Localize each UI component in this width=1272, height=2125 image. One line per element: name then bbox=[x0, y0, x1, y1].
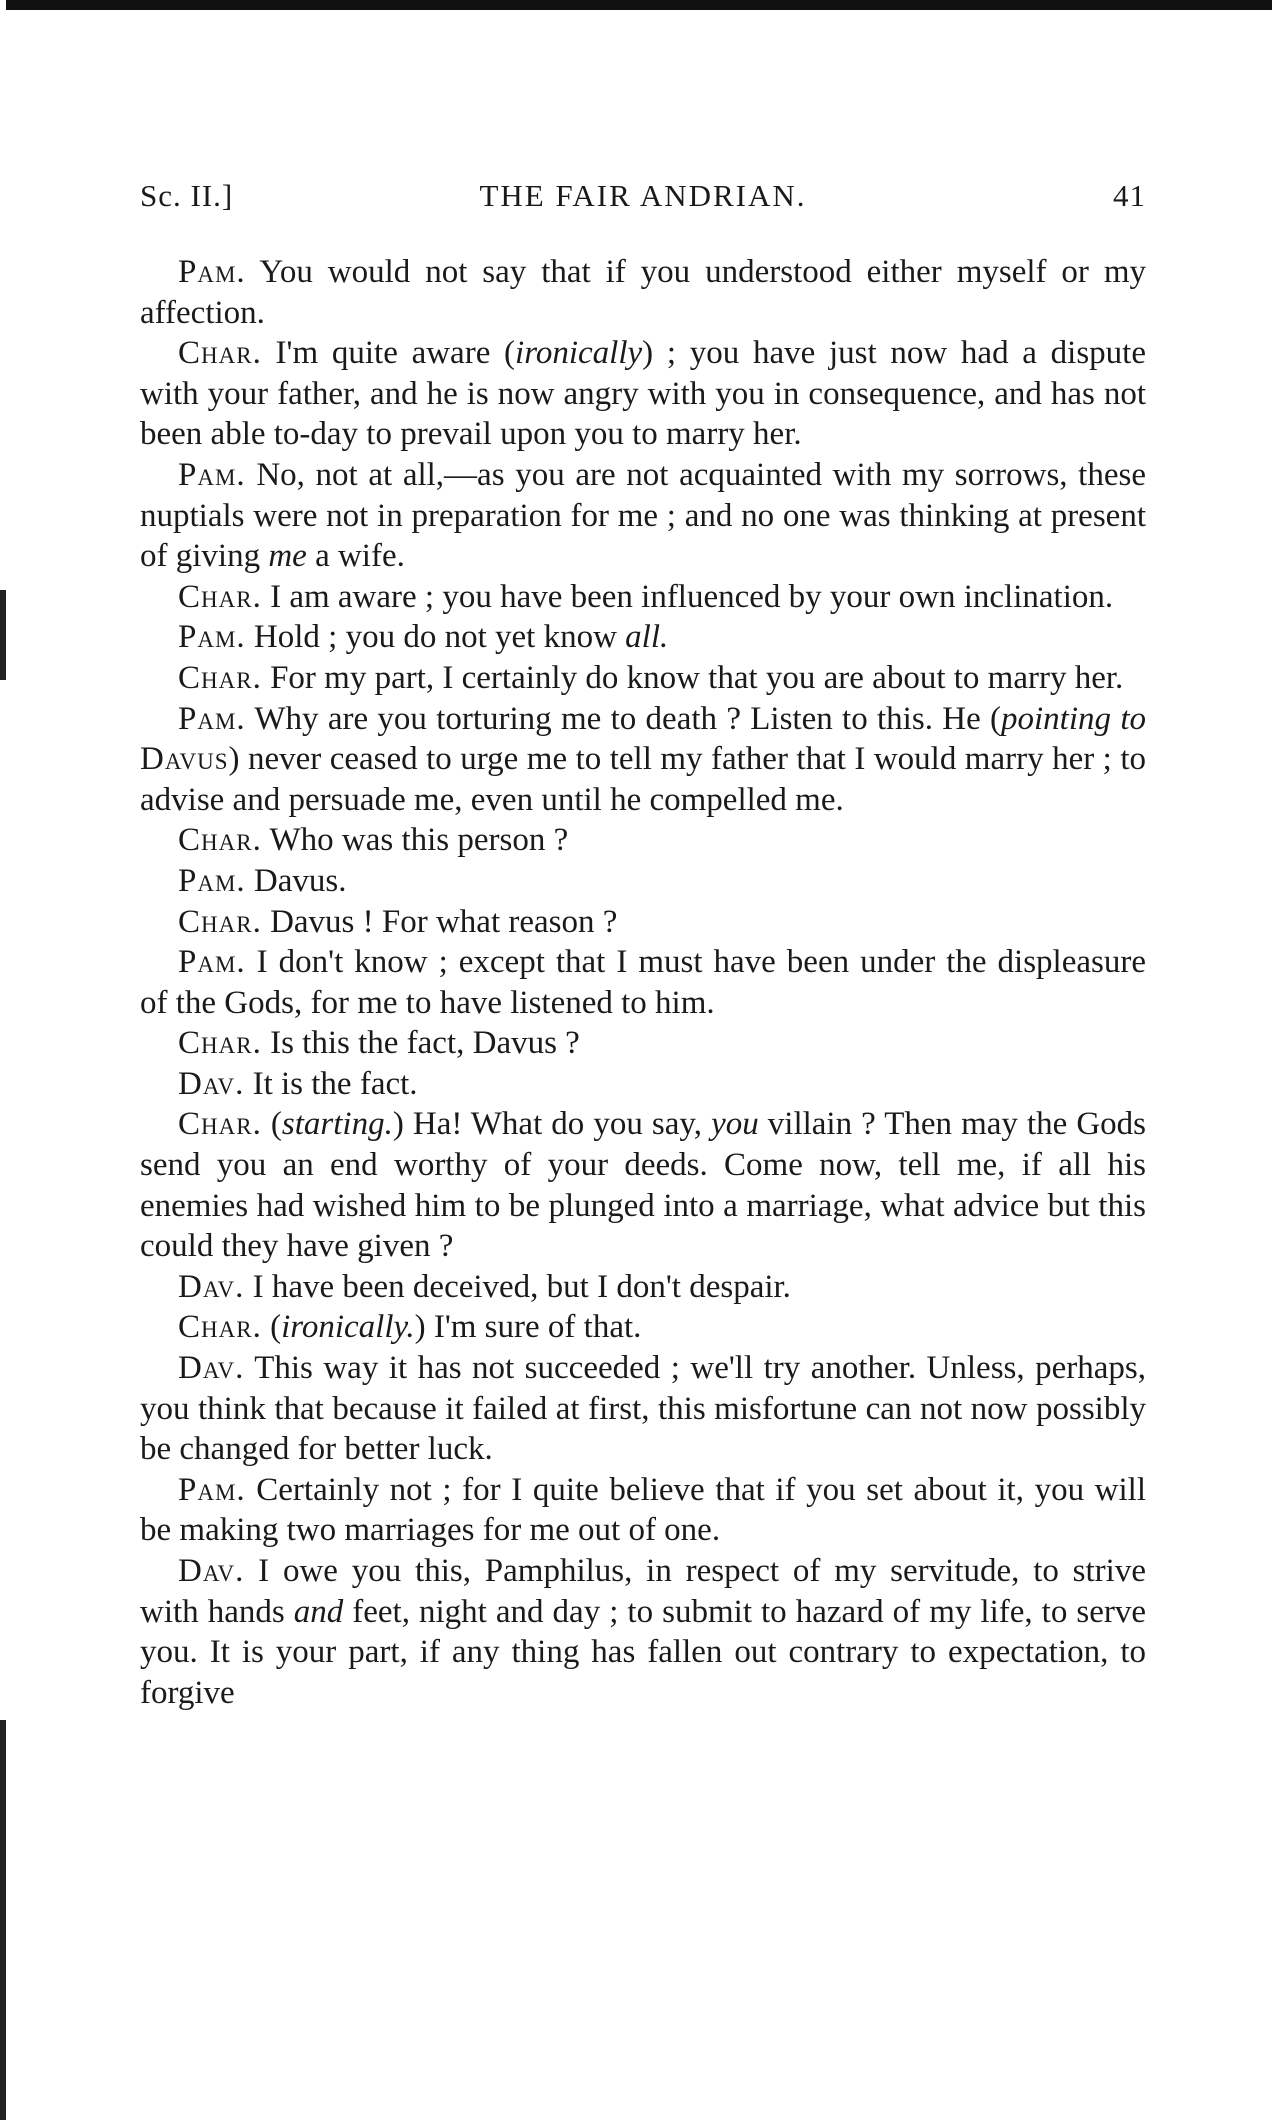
dialogue-paragraph bbox=[140, 1470, 1146, 1551]
dialogue-text: Davus ! For what reason ? bbox=[261, 903, 618, 940]
dialogue-text: ( bbox=[261, 1309, 282, 1346]
dialogue-body bbox=[140, 252, 1146, 1713]
dialogue-text: Certainly not ; for I quite believe that if you set about it, you will be making two marriages for me out of one. bbox=[140, 1471, 1146, 1549]
dialogue-paragraph bbox=[140, 1551, 1146, 1713]
speaker-name: Pam. bbox=[178, 862, 246, 899]
scan-edge-mark bbox=[0, 1720, 6, 2120]
speaker-name: Dav. bbox=[178, 1065, 245, 1102]
dialogue-paragraph bbox=[140, 1348, 1146, 1470]
dialogue-paragraph bbox=[140, 942, 1146, 1023]
dialogue-text: Who was this person ? bbox=[261, 822, 569, 859]
italic-text: me bbox=[268, 538, 307, 575]
speaker-name: Char. bbox=[178, 1309, 262, 1346]
speaker-name: Dav. bbox=[178, 1350, 245, 1387]
speaker-name: Dav. bbox=[178, 1553, 245, 1589]
dialogue-paragraph bbox=[140, 861, 1146, 902]
speaker-name: Pam. bbox=[178, 619, 246, 656]
dialogue-text: It is the fact. bbox=[244, 1065, 418, 1102]
dialogue-paragraph bbox=[140, 1104, 1146, 1266]
dialogue-text: Hold ; you do not yet know bbox=[245, 619, 626, 656]
scan-top-edge bbox=[0, 0, 1272, 10]
speaker-name: Pam. bbox=[178, 1471, 246, 1508]
dialogue-text: Davus bbox=[140, 741, 229, 778]
speaker-name: Char. bbox=[178, 1106, 262, 1143]
dialogue-paragraph bbox=[140, 577, 1146, 618]
dialogue-text: I am aware ; you have been influenced by your own inclination. bbox=[261, 578, 1114, 615]
speaker-name: Pam. bbox=[178, 456, 246, 493]
dialogue-text: Is this the fact, Davus ? bbox=[261, 1025, 580, 1062]
page-number: 41 bbox=[1113, 178, 1146, 213]
dialogue-text: I owe you this, Pamphilus, in respect of my servitude, to strive with hands bbox=[140, 1553, 1146, 1630]
speaker-name: Dav. bbox=[178, 1268, 245, 1305]
header-title: THE FAIR ANDRIAN. bbox=[479, 178, 807, 213]
dialogue-text: ) Ha! What do you say, bbox=[392, 1106, 712, 1143]
speaker-name: Char. bbox=[178, 903, 262, 940]
italic-text: pointing to bbox=[1001, 700, 1146, 737]
italic-text: you bbox=[711, 1106, 759, 1143]
italic-text: ironically bbox=[515, 335, 643, 372]
italic-text: starting. bbox=[281, 1106, 393, 1143]
dialogue-text: This way it has not succeeded ; we'll try another. Unless, perhaps, you think that because it failed at first, this misfortune can not now possibly be changed for better luck. bbox=[140, 1350, 1146, 1468]
dialogue-paragraph bbox=[140, 658, 1146, 699]
speaker-name: Pam. bbox=[178, 254, 246, 290]
dialogue-paragraph bbox=[140, 820, 1146, 861]
dialogue-text: Davus. bbox=[245, 862, 347, 899]
dialogue-text: I don't know ; except that I must have been under the displeasure of the Gods, for me to have listened to him. bbox=[140, 944, 1146, 1021]
dialogue-paragraph bbox=[140, 1064, 1146, 1105]
dialogue-text: For my part, I certainly do know that you are about to marry her. bbox=[261, 659, 1124, 696]
scan-edge-mark bbox=[0, 590, 6, 680]
italic-text: all. bbox=[625, 619, 669, 656]
dialogue-paragraph bbox=[140, 333, 1146, 455]
italic-text: ironically. bbox=[281, 1309, 415, 1346]
speaker-name: Char. bbox=[178, 1025, 262, 1062]
dialogue-text: I'm quite aware ( bbox=[261, 335, 516, 372]
dialogue-text: ) I'm sure of that. bbox=[414, 1309, 642, 1346]
dialogue-text: villain ? Then may the Gods send you an end worthy of your deeds. Come now, tell me, if all his enemies had wished him to be plunged into a marriage, what advice but this could they have given ? bbox=[140, 1106, 1147, 1265]
dialogue-text: I have been deceived, but I don't despair. bbox=[244, 1268, 791, 1305]
speaker-name: Char. bbox=[178, 335, 262, 372]
dialogue-text: Why are you torturing me to death ? Listen to this. He ( bbox=[245, 700, 1002, 737]
running-header bbox=[140, 178, 1146, 222]
header-scene-label: Sc. II.] bbox=[140, 178, 234, 213]
dialogue-paragraph bbox=[140, 617, 1146, 658]
dialogue-paragraph bbox=[140, 1023, 1146, 1064]
speaker-name: Char. bbox=[178, 822, 262, 859]
dialogue-text: a wife. bbox=[306, 538, 405, 575]
speaker-name: Pam. bbox=[178, 700, 246, 737]
dialogue-text: You would not say that if you understood either myself or my affection. bbox=[140, 254, 1146, 331]
dialogue-text: No, not at all,—as you are not acquainted with my sorrows, these nuptials were not in preparation for me ; and no one was thinking at present of giving bbox=[140, 456, 1146, 575]
dialogue-text: ) ; you have just now had a dispute with your father, and he is now angry with you in consequence, and has not been able to-day to prevail upon you to marry her. bbox=[140, 335, 1146, 453]
dialogue-paragraph bbox=[140, 699, 1146, 821]
dialogue-text: ( bbox=[261, 1106, 282, 1143]
speaker-name: Char. bbox=[178, 659, 262, 696]
dialogue-text: feet, night and day ; to submit to hazard of my life, to serve you. It is your part, if any thing has fallen out contrary to expectation, to forgive bbox=[140, 1593, 1146, 1711]
dialogue-paragraph bbox=[140, 252, 1146, 333]
dialogue-paragraph bbox=[140, 902, 1146, 943]
italic-text: and bbox=[293, 1593, 344, 1630]
dialogue-paragraph bbox=[140, 1307, 1146, 1348]
dialogue-text: ) never ceased to urge me to tell my father that I would marry her ; to advise and persuade me, even until he compelled me. bbox=[140, 741, 1146, 818]
scan-left-edge bbox=[0, 0, 6, 2125]
dialogue-paragraph bbox=[140, 1267, 1146, 1308]
speaker-name: Char. bbox=[178, 578, 262, 615]
dialogue-paragraph bbox=[140, 455, 1146, 577]
speaker-name: Pam. bbox=[178, 944, 246, 981]
